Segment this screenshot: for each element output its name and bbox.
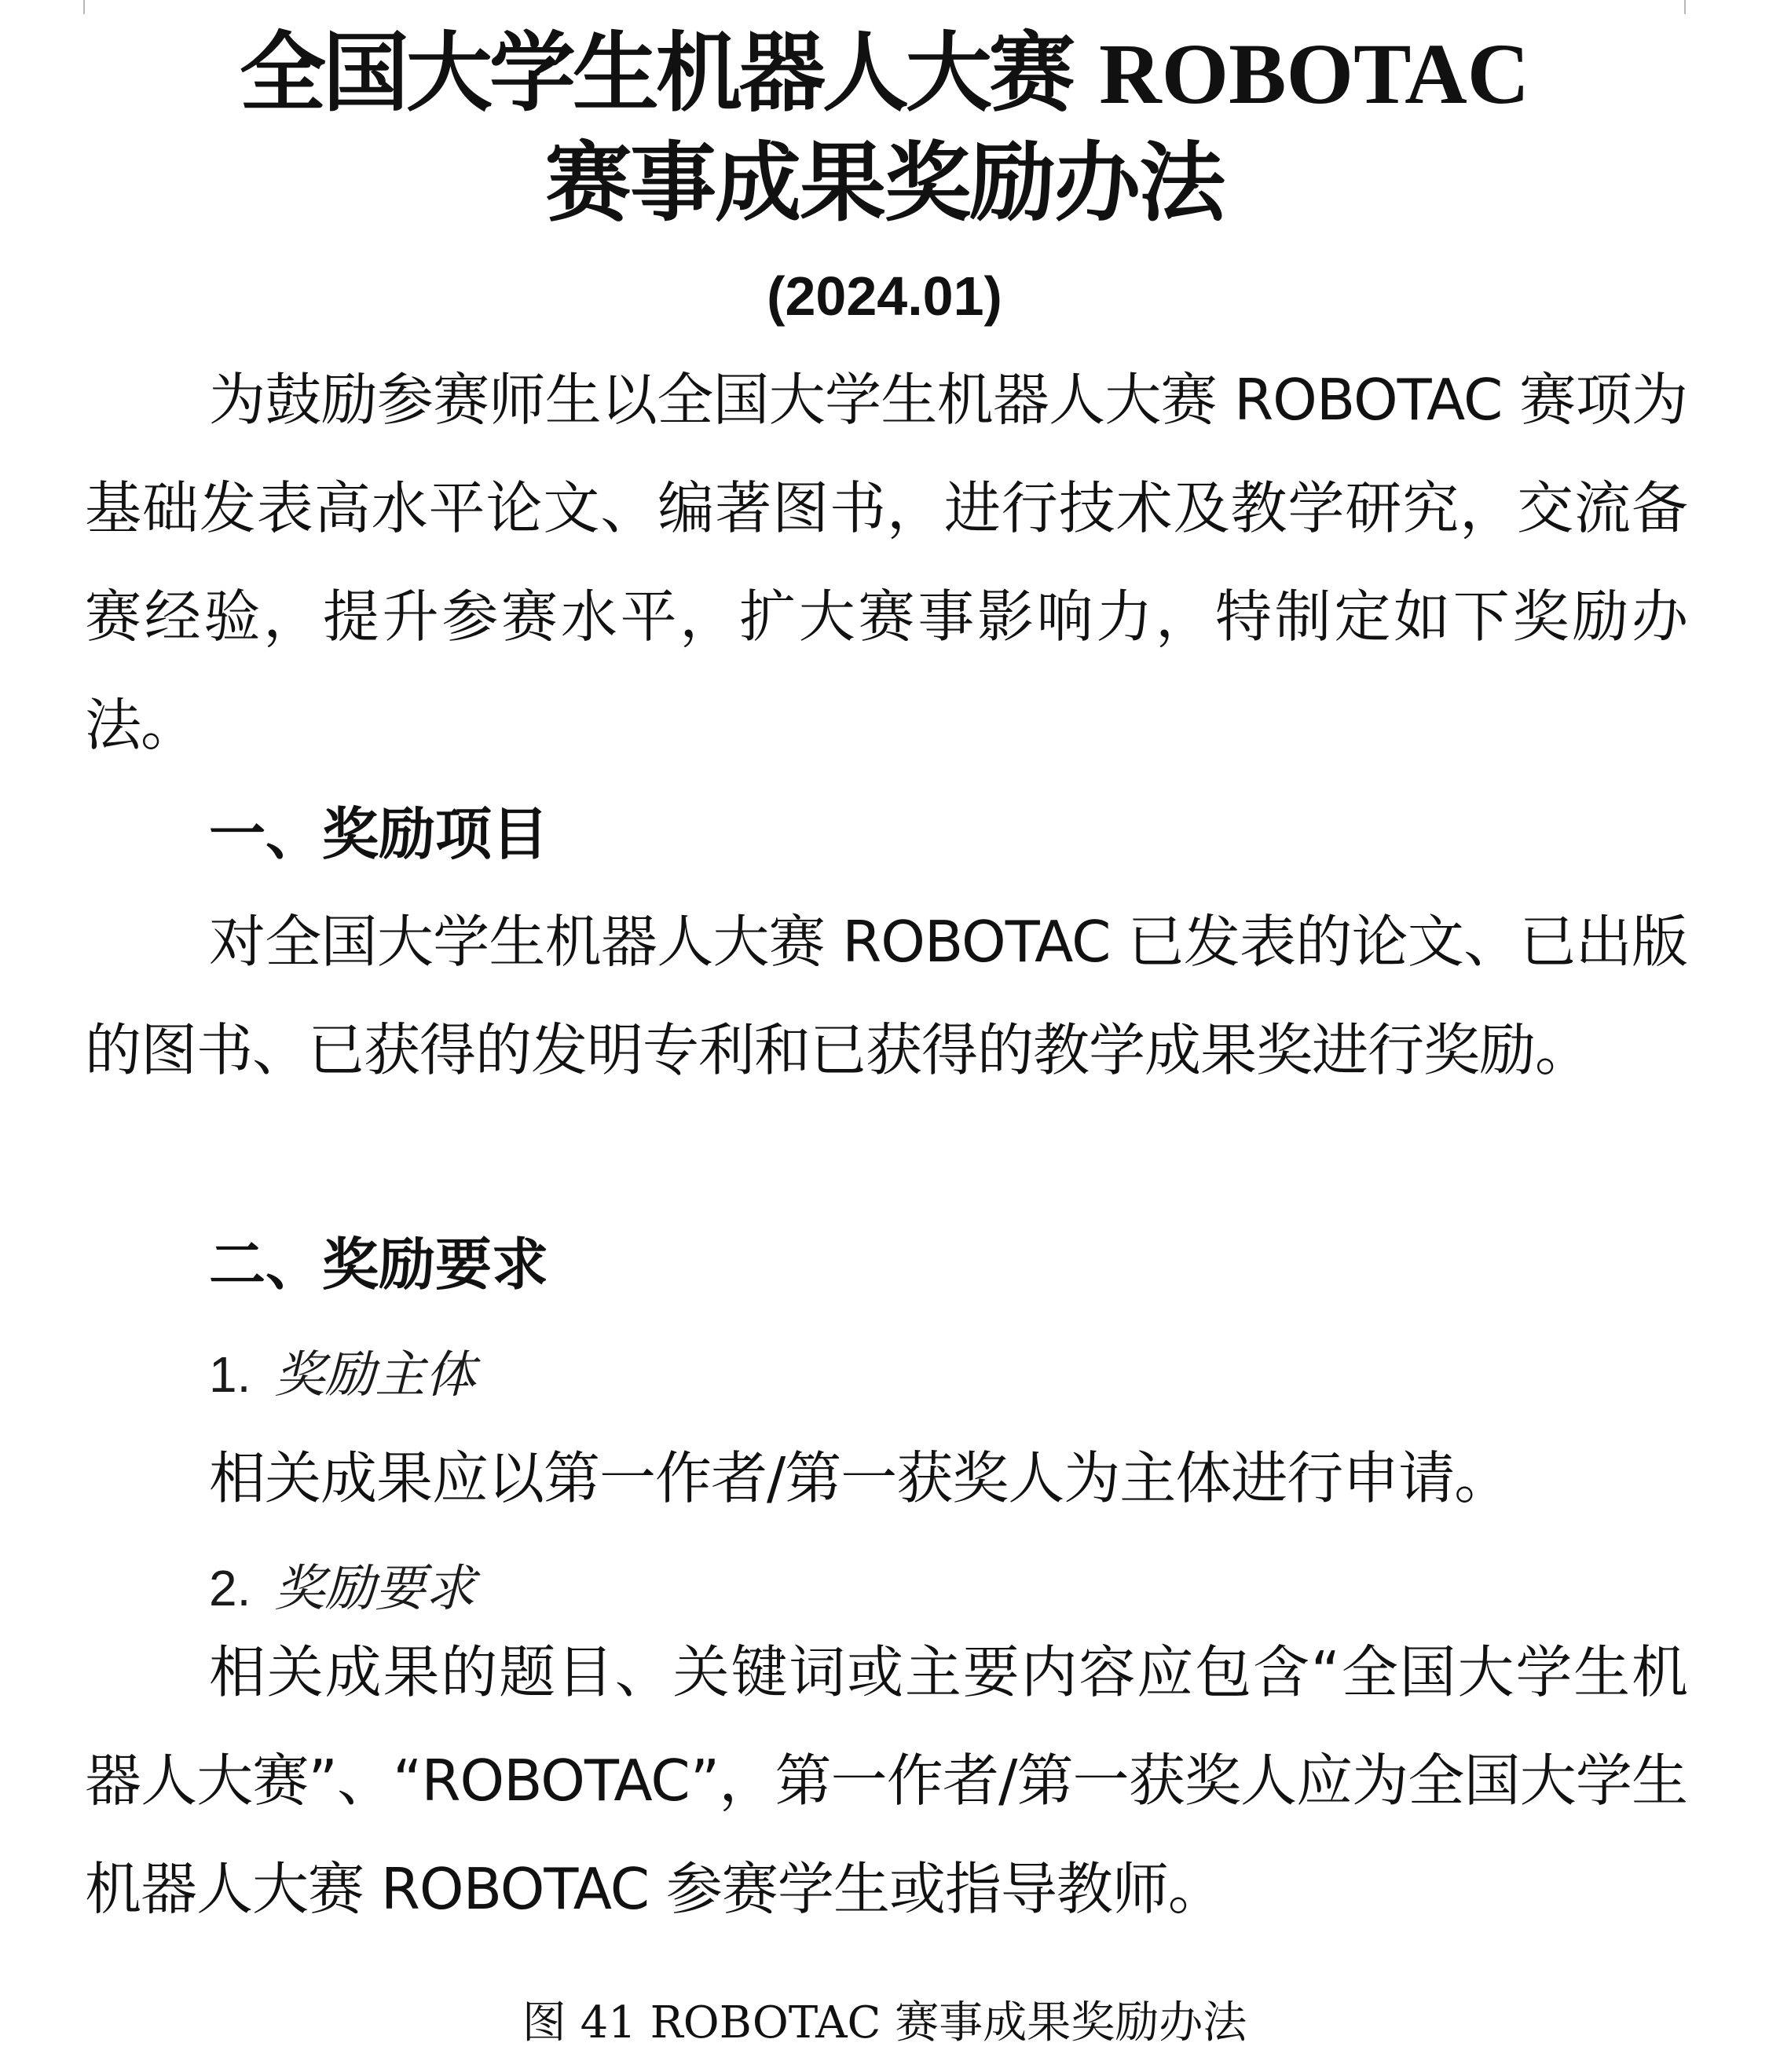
subsection2-paragraph: 相关成果的题目、关键词或主要内容应包含“全国大学生机器人大赛”、“ROBOTAC”，第一作者/第一获奖人应为全国大学生机器人大赛 ROBOTAC 参赛学生或指导教师。 [85, 1639, 1687, 1922]
crop-mark-top-right [1684, 0, 1725, 14]
subsection2-number: 2. [209, 1560, 251, 1616]
section2-heading: 二、奖励要求 [209, 1232, 549, 1298]
section1-heading: 一、奖励项目 [209, 801, 549, 867]
subsection1-paragraph: 相关成果应以第一作者/第一获奖人为主体进行申请。 [209, 1445, 1511, 1511]
document-date: (2024.01) [767, 265, 1002, 327]
crop-mark-top-left [44, 0, 85, 14]
subsection1-number: 1. [209, 1346, 251, 1403]
document-title-line2: 赛事成果奖励办法 [545, 133, 1224, 233]
intro-paragraph: 为鼓励参赛师生以全国大学生机器人大赛 ROBOTAC 赛项为基础发表高水平论文、编著图书，进行技术及教学研究，交流备赛经验，提升参赛水平，扩大赛事影响力，特制定如下奖励办法。 [85, 367, 1687, 758]
figure-caption: 图 41 ROBOTAC 赛事成果奖励办法 [522, 1997, 1247, 2048]
title-chinese-part: 全国大学生机器人大赛 [239, 23, 1072, 123]
subsection2-title: 奖励要求 [274, 1560, 476, 1618]
section1-paragraph: 对全国大学生机器人大赛 ROBOTAC 已发表的论文、已出版的图书、已获得的发明专利和已获得的教学成果奖进行奖励。 [85, 909, 1687, 1083]
subsection2-heading [209, 1549, 475, 1628]
title-latin-part: ROBOTAC [1099, 26, 1530, 122]
subsection1-heading [209, 1335, 475, 1415]
subsection1-title: 奖励主体 [274, 1346, 476, 1404]
document-title-line1 [0, 22, 1769, 125]
